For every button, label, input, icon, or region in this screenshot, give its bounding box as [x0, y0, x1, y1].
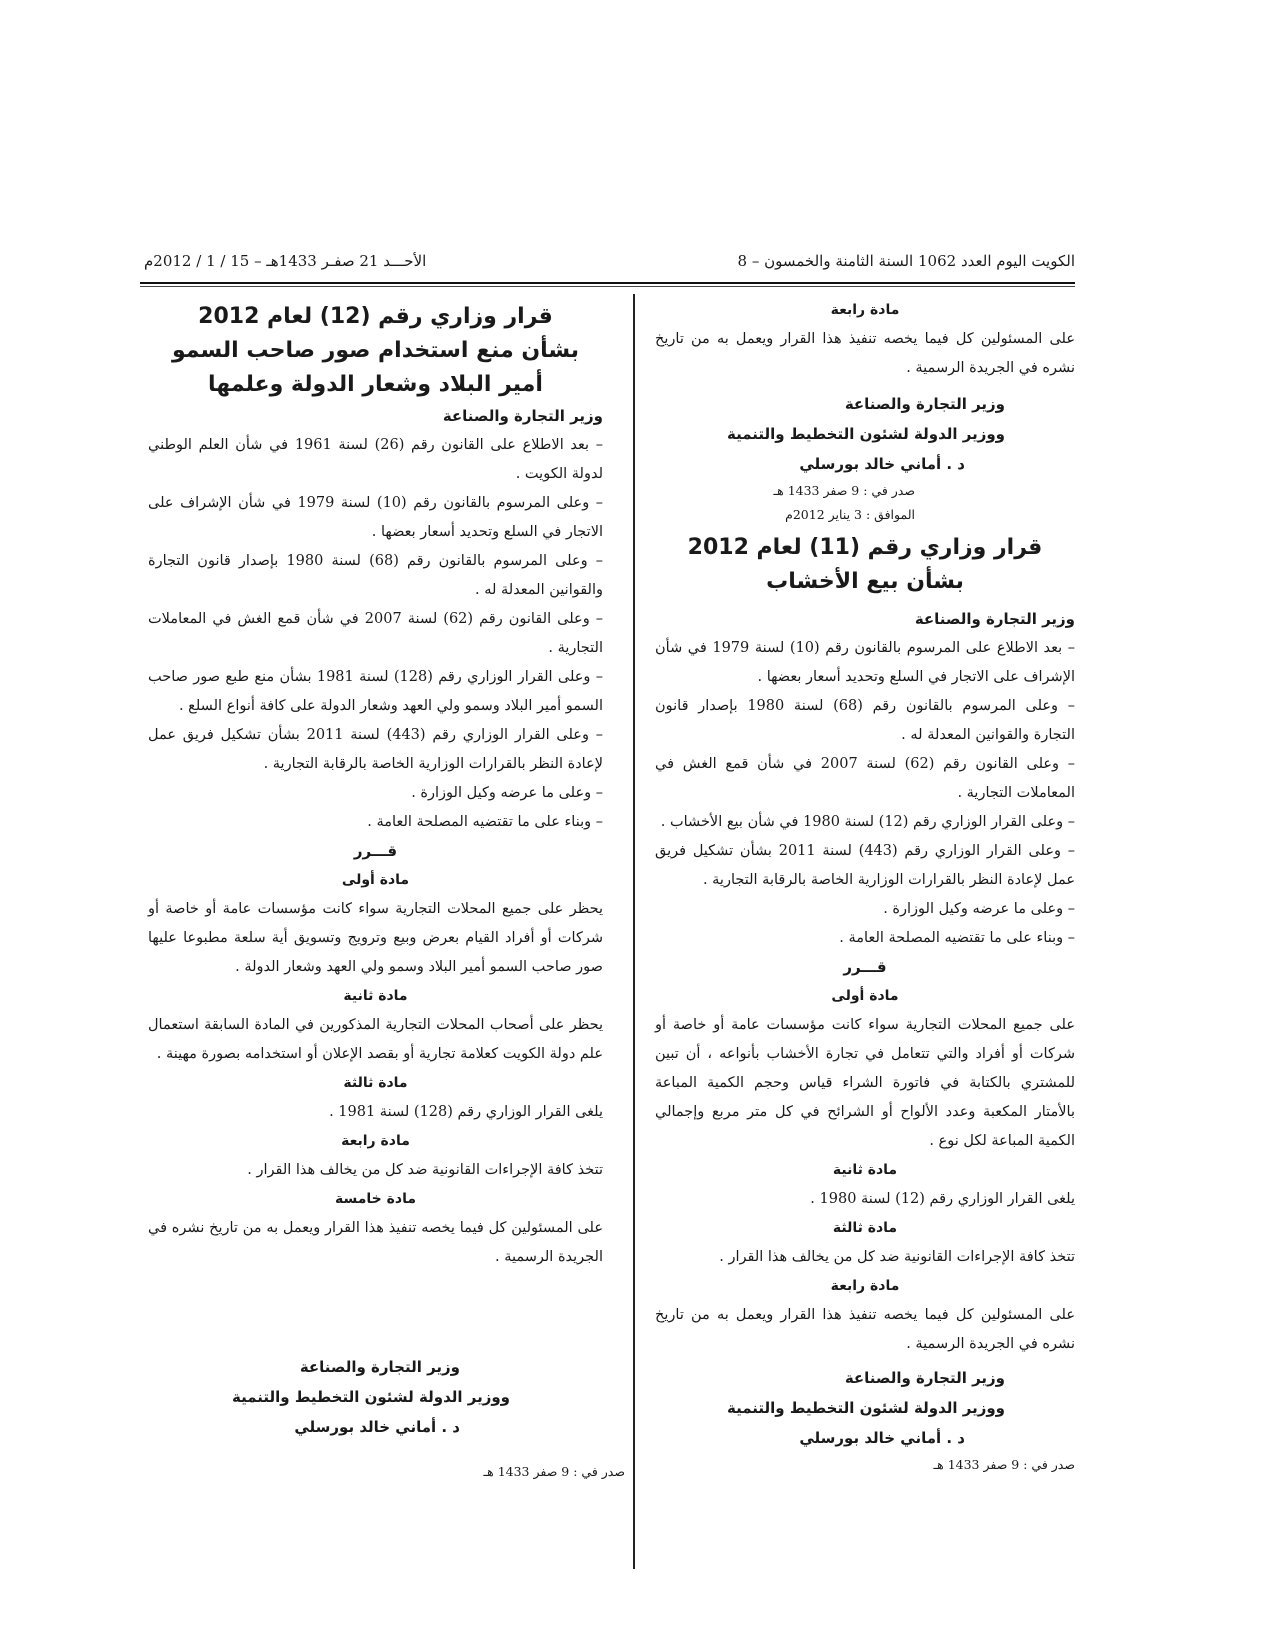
preamble-item: – وعلى القرار الوزاري رقم (12) لسنة 1980 في شأن بيع الأخشاب .: [660, 814, 1075, 830]
decided-heading: قـــرر: [353, 842, 398, 860]
article-text: على المسئولين كل فيما يخصه تنفيذ هذا القرار ويعمل به من تاريخ نشره في الجريدة الرسمية .: [655, 331, 1075, 376]
article-title: مادة أولى: [831, 988, 899, 1004]
preamble-item: – وعلى ما عرضه وكيل الوزارة .: [883, 901, 1075, 917]
left-signature-block: [190, 1352, 590, 1442]
article-text: تتخذ كافة الإجراءات القانونية ضد كل من يخالف هذا القرار .: [247, 1162, 603, 1178]
preamble-item: – وعلى ما عرضه وكيل الوزارة .: [411, 785, 603, 801]
signature-title-2: ووزير الدولة لشئون التخطيط والتنمية: [727, 425, 1005, 443]
article-text: على المسئولين كل فيما يخصه تنفيذ هذا القرار ويعمل به من تاريخ نشره في الجريدة الرسمية .: [655, 1307, 1075, 1352]
decree-title: قرار وزاري رقم (11) لعام 2012: [687, 535, 1043, 560]
column-divider: [633, 294, 635, 1569]
left-issue-date-block: [360, 1460, 625, 1484]
decree-title: قرار وزاري رقم (12) لعام 2012: [198, 304, 553, 329]
article-text: على المسئولين كل فيما يخصه تنفيذ هذا القرار ويعمل به من تاريخ نشره في الجريدة الرسمية .: [148, 1220, 603, 1265]
issue-date: صدر في : 9 صفر 1433 هـ: [773, 483, 915, 498]
preamble-item: – وعلى المرسوم بالقانون رقم (68) لسنة 1980 بإصدار قانون التجارة والقوانين المعدلة له .: [655, 698, 1075, 743]
preamble-item: – وعلى المرسوم بالقانون رقم (10) لسنة 1979 في شأن الإشراف على الاتجار في السلع وتحديد أسعار بعضها .: [148, 495, 603, 540]
preamble-item: – وبناء على ما تقتضيه المصلحة العامة .: [367, 814, 603, 830]
signature-block: [655, 389, 1075, 479]
article-text: على جميع المحلات التجارية سواء كانت مؤسسات عامة أو خاصة أو شركات أو أفراد والتي تتعامل في تجارة الأخشاب بأنواعه ، أن تبين للمشتري بالكتابة في فاتورة الشراء قياس وحجم الكمية المباعة بالأمتار المكعبة وعدد الألواح أو الشرائح في كل متر مربع وإجمالي الكمية المباعة لكل نوع .: [655, 1017, 1075, 1149]
header-issue-info: الكويت اليوم العدد 1062 السنة الثامنة والخمسون – 8: [737, 252, 1075, 270]
header-rule: [140, 282, 1075, 284]
article-title: مادة خامسة: [335, 1191, 416, 1207]
article-title: مادة رابعة: [830, 1278, 900, 1294]
signature-name: د . أماني خالد بورسلي: [294, 1418, 460, 1436]
article-title: مادة ثالثة: [343, 1075, 408, 1091]
preamble-item: – وعلى المرسوم بالقانون رقم (68) لسنة 1980 بإصدار قانون التجارة والقوانين المعدلة له .: [148, 553, 603, 598]
issue-date: صدر في : 9 صفر 1433 هـ: [483, 1464, 625, 1479]
preamble-item: – بعد الاطلاع على المرسوم بالقانون رقم (10) لسنة 1979 في شأن الإشراف على الاتجار في السلع وتحديد أسعار بعضها .: [655, 640, 1076, 685]
decided-heading: قـــرر: [843, 958, 887, 976]
preamble-item: – وعلى القانون رقم (62) لسنة 2007 في شأن قمع الغش في المعاملات التجارية .: [655, 756, 1075, 801]
article-text: يحظر على جميع المحلات التجارية سواء كانت مؤسسات عامة أو خاصة أو شركات أو أفراد القيام بعرض وبيع وترويج وتسويق أية سلعة مطبوعا عليها صور صاحب السمو أمير البلاد وسمو ولي العهد وشعار الدولة .: [148, 901, 603, 975]
signature-block: [655, 1363, 1075, 1453]
header-rule-thin: [140, 286, 1075, 287]
signature-title: وزير التجارة والصناعة: [844, 1369, 1005, 1387]
decree-issuer: وزير التجارة والصناعة: [442, 407, 603, 425]
article-text: يلغى القرار الوزاري رقم (12) لسنة 1980 .: [810, 1191, 1075, 1207]
issue-date: صدر في : 9 صفر 1433 هـ: [933, 1457, 1075, 1472]
signature-name: د . أماني خالد بورسلي: [799, 455, 965, 473]
preamble-item: – وعلى القرار الوزاري رقم (443) لسنة 2011 بشأن تشكيل فريق عمل لإعادة النظر بالقرارات الوزارية الخاصة بالرقابة التجارية .: [148, 727, 603, 772]
article-title: مادة ثانية: [832, 1162, 898, 1178]
signature-title: وزير التجارة والصناعة: [844, 395, 1005, 413]
page-header: [140, 248, 1075, 280]
signature-title-2: ووزير الدولة لشئون التخطيط والتنمية: [232, 1388, 510, 1406]
preamble-item: – وعلى القرار الوزاري رقم (128) لسنة 1981 بشأن منع طبع صور صاحب السمو أمير البلاد وسمو ولي العهد وشعار الدولة على كافة أنواع السلع .: [148, 669, 603, 714]
article-title: مادة رابعة: [830, 302, 900, 318]
decree-subject: بشأن بيع الأخشاب: [766, 569, 964, 594]
article-text: يحظر على أصحاب المحلات التجارية المذكورين في المادة السابقة استعمال علم دولة الكويت كعلامة تجارية أو بقصد الإعلان أو استخدامه بصورة مهينة .: [148, 1017, 603, 1062]
signature-name: د . أماني خالد بورسلي: [799, 1429, 965, 1447]
preamble-item: – وبناء على ما تقتضيه المصلحة العامة .: [839, 930, 1075, 946]
header-date: الأحـــد 21 صفـر 1433هـ – 15 / 1 / 2012م: [144, 252, 427, 270]
article-text: يلغى القرار الوزاري رقم (128) لسنة 1981 .: [329, 1104, 603, 1120]
right-column: [655, 296, 1075, 1477]
preamble-item: – وعلى القرار الوزاري رقم (443) لسنة 2011 بشأن تشكيل فريق عمل لإعادة النظر بالقرارات الوزارية الخاصة بالرقابة التجارية .: [655, 843, 1075, 888]
article-title: مادة ثانية: [343, 988, 408, 1004]
article-title: مادة رابعة: [341, 1133, 410, 1149]
article-title: مادة أولى: [341, 872, 410, 888]
signature-title-2: ووزير الدولة لشئون التخطيط والتنمية: [727, 1399, 1005, 1417]
corresponding-date: الموافق : 3 يناير 2012م: [785, 507, 915, 522]
decree-issuer: وزير التجارة والصناعة: [914, 610, 1075, 628]
signature-title: وزير التجارة والصناعة: [299, 1358, 460, 1376]
preamble-item: – وعلى القانون رقم (62) لسنة 2007 في شأن قمع الغش في المعاملات التجارية .: [148, 611, 603, 656]
decree-subject: بشأن منع استخدام صور صاحب السمو أمير البلاد وشعار الدولة وعلمها: [171, 338, 580, 397]
left-column: [148, 300, 603, 1272]
article-title: مادة ثالثة: [832, 1220, 898, 1236]
article-text: تتخذ كافة الإجراءات القانونية ضد كل من يخالف هذا القرار .: [719, 1249, 1075, 1265]
preamble-item: – بعد الاطلاع على القانون رقم (26) لسنة 1961 في شأن العلم الوطني لدولة الكويت .: [148, 437, 603, 482]
